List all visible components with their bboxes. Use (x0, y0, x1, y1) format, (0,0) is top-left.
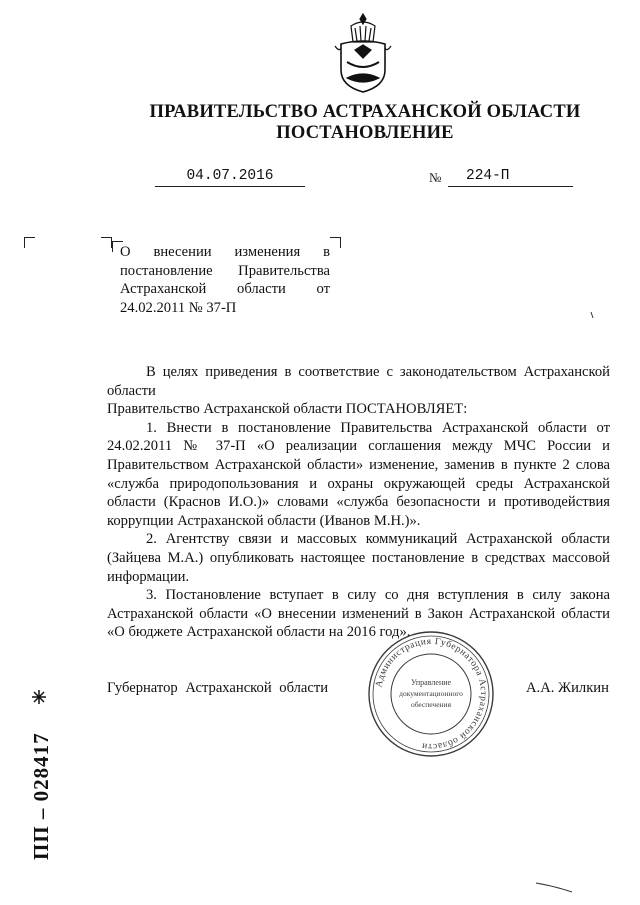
stamp-center-line-3: обеспечения (410, 700, 452, 709)
address-corner-mark-left (24, 237, 35, 248)
item-1-paragraph: 1. Внести в постановление Правительства Астраханской области от 24.02.2011 № 37-П «О реализации соглашения между МЧС России и Правительством Астраханской области» изменение, заменив в пункте 2 слова «служба природопользования и охраны окружающей среды Астраханской области (Краснов И.О.)» словами «служба безопасности и противодействия коррупции Астраханской области (Иванов М.Н.)». (107, 419, 610, 529)
form-serial-text: ПП – 028417 (29, 732, 53, 860)
number-sign: № (429, 170, 442, 185)
form-serial-code (10, 685, 70, 870)
signatory-name: А.А. Жилкин (526, 680, 609, 696)
document-type-heading: ПОСТАНОВЛЕНИЕ (276, 123, 454, 143)
scan-speck (590, 312, 594, 318)
document-number-field (448, 167, 573, 187)
document-body (107, 363, 610, 642)
signatory-position: Губернатор Астраханской области (107, 680, 329, 696)
document-date: 04.07.2016 (155, 167, 305, 187)
stamp-center-line-2: документационного (399, 689, 463, 698)
item-2-paragraph: 2. Агентству связи и массовых коммуникаций Астраханской области (Зайцева М.А.) опубликовать настоящее постановление в средствах массовой информации. (107, 531, 610, 585)
stamp-center-line-1: Управление (410, 678, 452, 687)
document-subject (120, 243, 330, 317)
coat-of-arms-emblem (333, 12, 393, 94)
pen-stroke-mark (534, 880, 574, 894)
snowflake-icon (32, 690, 46, 704)
subject-corner-mark-right (330, 237, 341, 248)
item-3-paragraph: 3. Постановление вступает в силу со дня вступления в силу закона Астраханской области «О внесении изменений в Закон Астраханской области «О бюджете Астраханской области на 2016 год». (107, 587, 610, 641)
document-number: 224-П (466, 168, 510, 184)
address-corner-mark-right (101, 237, 112, 248)
preamble-paragraph: В целях приведения в соответствие с законодательством Астраханской области (107, 364, 610, 399)
stamp-ring-text: Администрация Губернатора Астраханской области (374, 636, 489, 752)
decree-clause: Правительство Астраханской области ПОСТАНОВЛЯЕТ: (107, 401, 468, 418)
subject-text: О внесении изменения в постановление Правительства Астраханской области от 24.02.2011 № 37-П (120, 244, 330, 316)
document-authority-heading: ПРАВИТЕЛЬСТВО АСТРАХАНСКОЙ ОБЛАСТИ (149, 102, 581, 122)
official-stamp (366, 629, 496, 759)
